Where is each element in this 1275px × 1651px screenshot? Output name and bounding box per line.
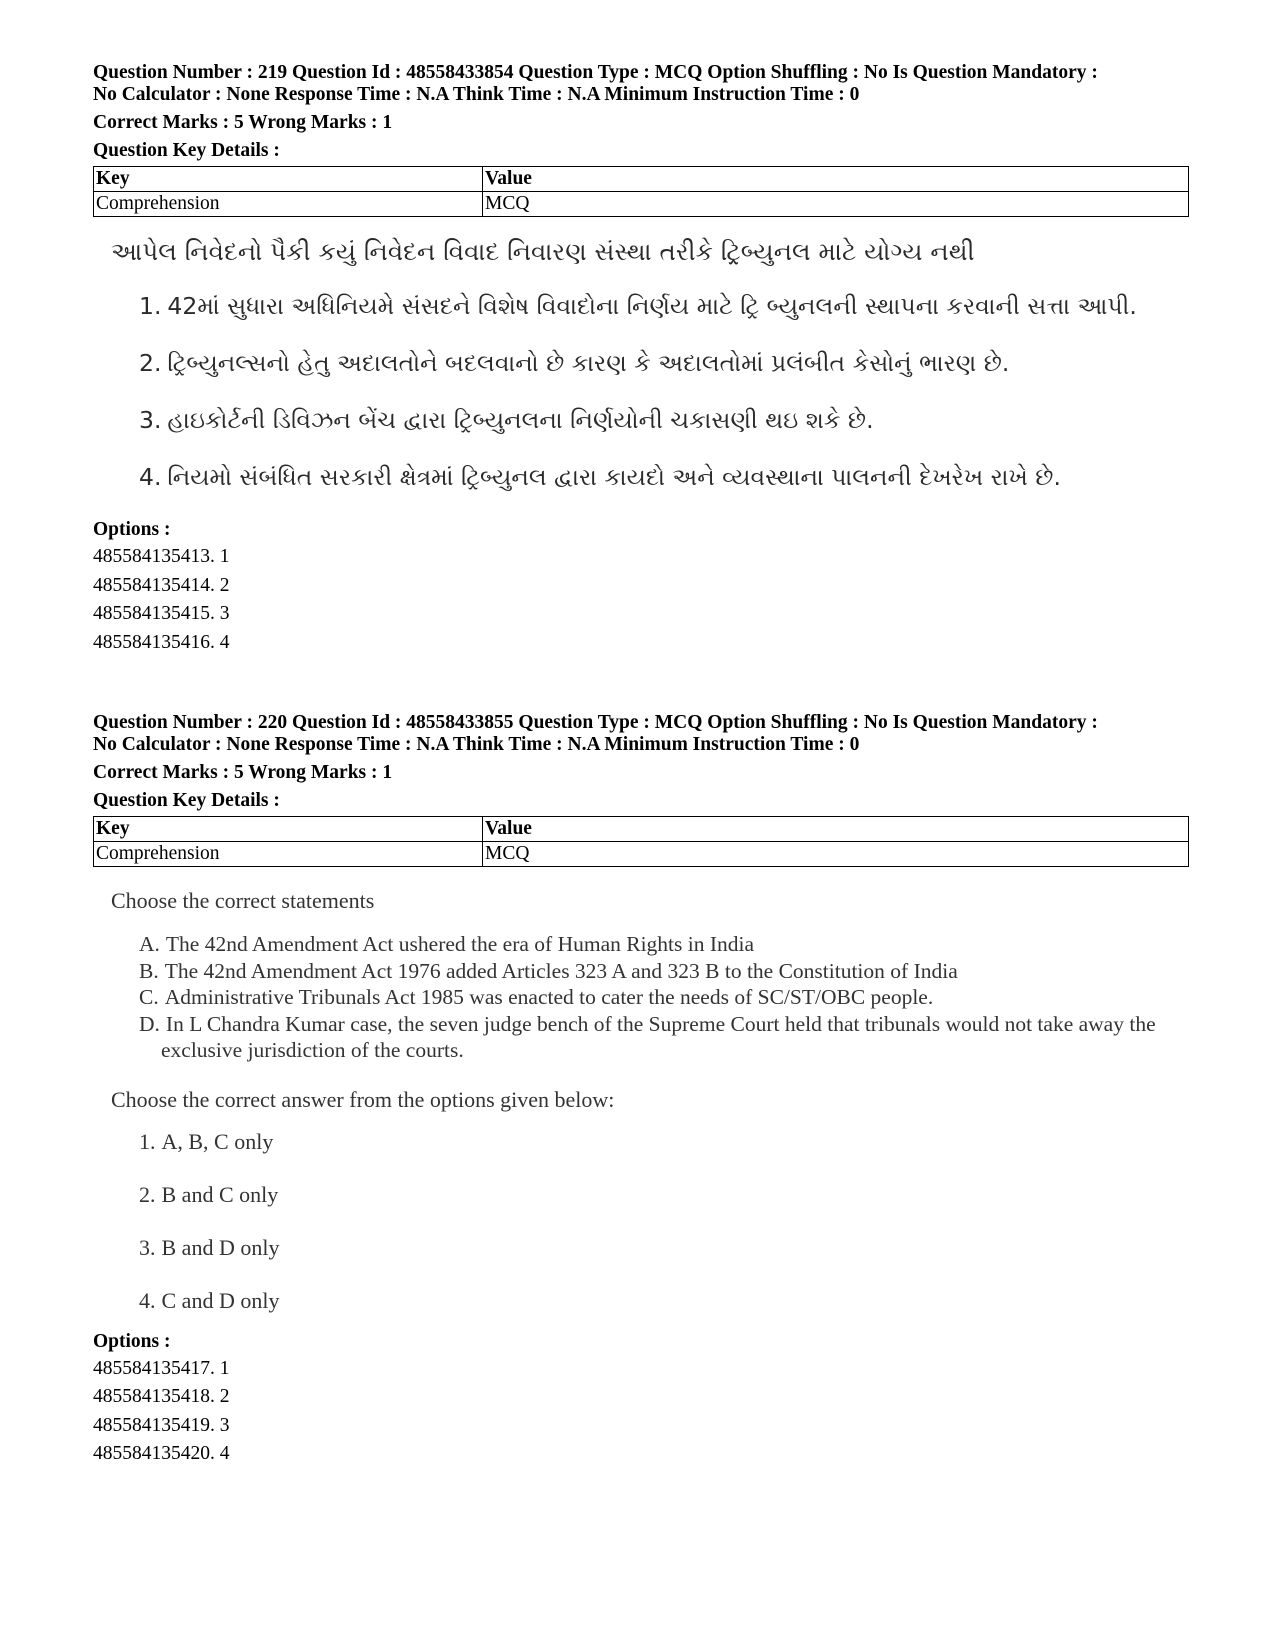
- key-details-table: [93, 166, 1189, 217]
- question-meta: [93, 62, 1193, 106]
- statement-item: [139, 931, 1193, 958]
- table-header-key: Key: [94, 817, 483, 842]
- statement-text: 42માં સુધારા અધિનિયમે સંસદને વિશેષ વિવાદોના નિર્ણય માટે ટ્રિ બ્યુનલની સ્થાપના કરવાની સત્તા આપી.: [167, 292, 1137, 320]
- answer-number: 2.: [139, 1181, 156, 1207]
- option-item: 485584135417. 1: [93, 1357, 230, 1379]
- question-meta: [93, 712, 1193, 756]
- answer-item: [139, 1234, 1193, 1262]
- statement-item: [139, 1011, 1193, 1064]
- statement-letter: D.: [139, 1011, 160, 1036]
- statement-number: 2.: [139, 349, 162, 377]
- answer-item: [139, 1287, 1193, 1315]
- document-page: [93, 62, 1193, 1469]
- table-row: [94, 192, 1189, 217]
- statement-item: [139, 403, 1193, 437]
- question-ask: Choose the correct answer from the options given below:: [111, 1086, 615, 1112]
- statement-list: [111, 931, 1193, 1064]
- answer-item: [139, 1181, 1193, 1209]
- answer-text: A, B, C only: [161, 1128, 274, 1154]
- statement-number: 3.: [139, 406, 162, 434]
- question-meta-line-2: No Calculator : None Response Time : N.A Think Time : N.A Minimum Instruction Time : 0: [93, 734, 860, 755]
- option-item: 485584135414. 2: [93, 574, 230, 596]
- options-label: Options :: [93, 519, 171, 540]
- marks-line: Correct Marks : 5 Wrong Marks : 1: [93, 762, 393, 783]
- question-meta-line-2: No Calculator : None Response Time : N.A Think Time : N.A Minimum Instruction Time : 0: [93, 84, 860, 105]
- answer-number: 4.: [139, 1287, 156, 1313]
- answer-text: C and D only: [161, 1287, 280, 1313]
- answer-list: [111, 1128, 1193, 1315]
- statement-letter: A.: [139, 932, 160, 956]
- option-item: 485584135416. 4: [93, 631, 230, 653]
- statement-number: 1.: [139, 292, 162, 320]
- question-meta-line-1: Question Number : 219 Question Id : 48558433854 Question Type : MCQ Option Shuffling : No Is Question Mandatory :: [93, 62, 1098, 83]
- statement-item: [139, 289, 1193, 323]
- statement-text: નિયમો સંબંધિત સરકારી ક્ષેત્રમાં ટ્રિબ્યુનલ દ્વારા કાયદો અને વ્યવસ્થાના પાલનની દેખરેખ રાખે છે.: [167, 463, 1061, 491]
- question-content: [93, 235, 1193, 494]
- statement-list: [111, 289, 1193, 494]
- statement-item: [139, 984, 1193, 1011]
- option-item: 485584135420. 4: [93, 1443, 230, 1464]
- answer-item: [139, 1128, 1193, 1156]
- answer-text: B and C only: [161, 1181, 279, 1207]
- table-header-key: Key: [94, 167, 483, 192]
- question-stem: આપેલ નિવેદનો પૈકી કયું નિવેદન વિવાદ નિવારણ સંસ્થા તરીકે ટ્રિબ્યુનલ માટે યોગ્ય નથી: [111, 237, 975, 266]
- table-header-row: [94, 817, 1189, 842]
- key-details-label: Question Key Details :: [93, 790, 280, 811]
- answer-number: 1.: [139, 1128, 156, 1154]
- marks-line: Correct Marks : 5 Wrong Marks : 1: [93, 112, 393, 133]
- statement-text: Administrative Tribunals Act 1985 was enacted to cater the needs of SC/ST/OBC people.: [164, 985, 934, 1009]
- question-content: [93, 887, 1193, 1315]
- statement-item: [139, 958, 1193, 985]
- table-cell-value: MCQ: [483, 842, 1189, 867]
- key-details-label: Question Key Details :: [93, 140, 280, 161]
- option-item: 485584135413. 1: [93, 546, 230, 567]
- table-header-value: Value: [483, 817, 1189, 842]
- option-item: 485584135415. 3: [93, 603, 230, 624]
- option-item: 485584135419. 3: [93, 1414, 230, 1436]
- statement-number: 4.: [139, 463, 162, 491]
- statement-text: The 42nd Amendment Act 1976 added Articles 323 A and 323 B to the Constitution of India: [164, 958, 958, 983]
- question-219: [93, 62, 1193, 712]
- question-intro: Choose the correct statements: [111, 888, 375, 913]
- statement-text: The 42nd Amendment Act ushered the era of Human Rights in India: [165, 932, 755, 956]
- option-item: 485584135418. 2: [93, 1386, 230, 1407]
- statement-item: [139, 460, 1193, 494]
- table-cell-key: Comprehension: [94, 842, 483, 867]
- statement-text: In L Chandra Kumar case, the seven judge bench of the Supreme Court held that tribunals would not take away the exclusive jurisdiction of the courts.: [161, 1011, 1156, 1062]
- statement-text: ટ્રિબ્યુનલ્સનો હેતુ અદાલતોને બદલવાનો છે કારણ કે અદાલતોમાં પ્રલંબીત કેસોનું ભારણ છે.: [167, 349, 1010, 377]
- table-row: [94, 842, 1189, 867]
- table-header-row: [94, 167, 1189, 192]
- options-label: Options :: [93, 1330, 171, 1352]
- question-meta-line-1: Question Number : 220 Question Id : 48558433855 Question Type : MCQ Option Shuffling : No Is Question Mandatory :: [93, 712, 1098, 733]
- statement-letter: B.: [139, 958, 159, 983]
- table-header-value: Value: [483, 167, 1189, 192]
- answer-number: 3.: [139, 1234, 156, 1260]
- statement-text: હાઇકોર્ટની ડિવિઝન બેંચ દ્વારા ટ્રિબ્યુનલના નિર્ણયોની ચકાસણી થઇ શકે છે.: [167, 406, 874, 434]
- statement-letter: C.: [139, 985, 159, 1009]
- table-cell-value: MCQ: [483, 192, 1189, 217]
- question-220: [93, 712, 1193, 1469]
- answer-text: B and D only: [161, 1234, 280, 1260]
- key-details-table: [93, 816, 1189, 867]
- statement-item: [139, 346, 1193, 380]
- table-cell-key: Comprehension: [94, 192, 483, 217]
